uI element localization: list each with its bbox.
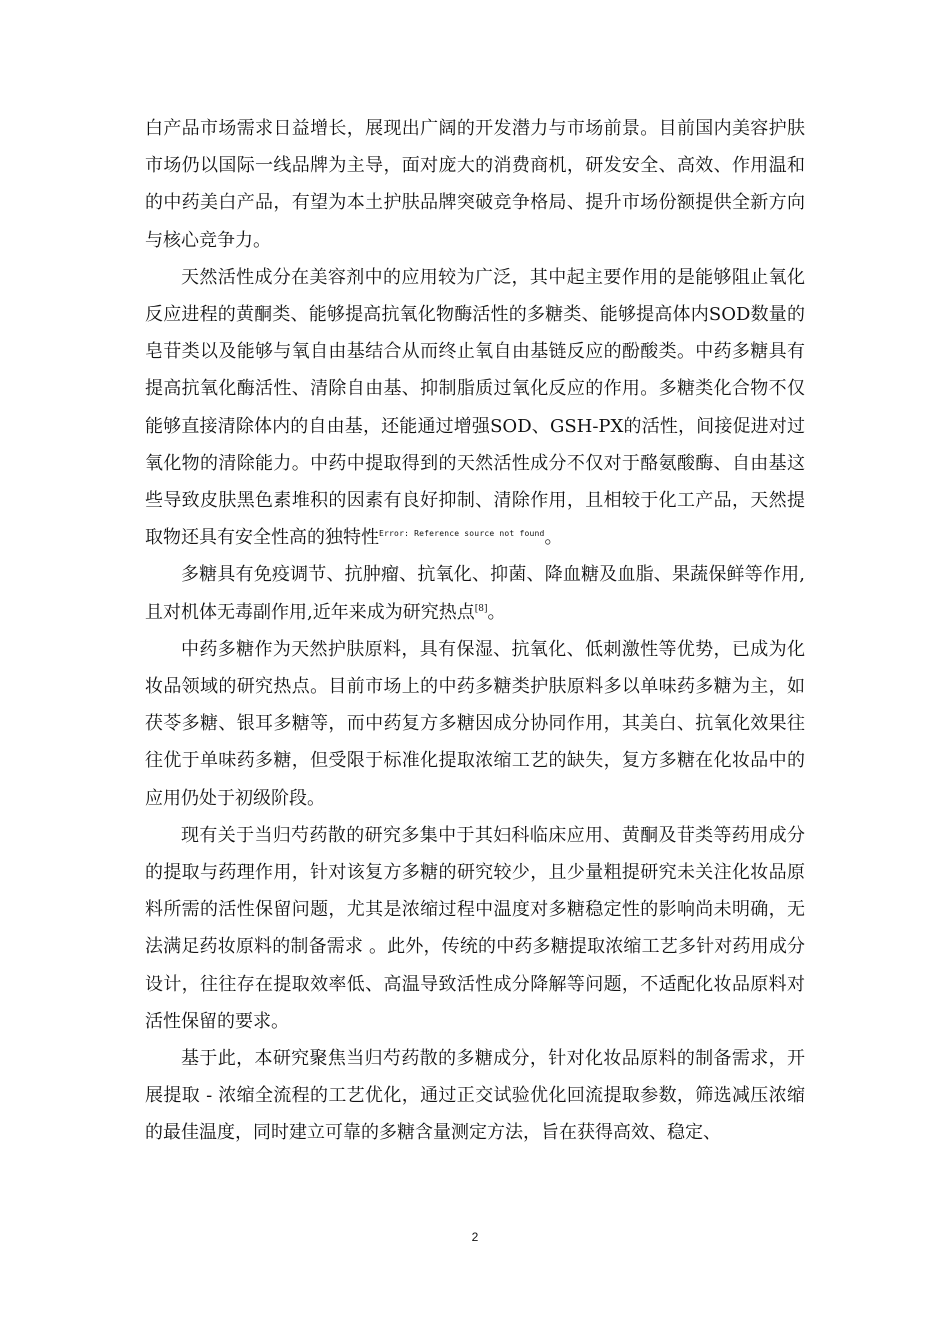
paragraph-5-text: 现有关于当归芍药散的研究多集中于其妇科临床应用、黄酮及苷类等药用成分的提取与药理作用，针对该复方多糖的研究较少，且少量粗提研究未关注化妆品原料所需的活性保留问题，尤其是浓缩过程中温度对多糖稳定性的影响尚未明确，无法满足药妆原料的制备需求 。此外，传统的中药多糖提取浓缩工艺多针对药用成分设计，往往存在提取效率低、高温导致活性成分降解等问题，不适配化妆品原料对活性保留的要求。 [145,824,805,1032]
citation-marker: [8] [474,603,488,614]
paragraph-5 [145,817,805,1040]
reference-error-marker: Error: Reference source not found [379,529,545,539]
paragraph-4-text: 中药多糖作为天然护肤原料，具有保湿、抗氧化、低刺激性等优势，已成为化妆品领域的研究热点。目前市场上的中药多糖类护肤原料多以单味药多糖为主，如茯苓多糖、银耳多糖等，而中药复方多糖因成分协同作用，其美白、抗氧化效果往往优于单味药多糖，但受限于标准化提取浓缩工艺的缺失，复方多糖在化妆品中的应用仍处于初级阶段。 [145,638,805,809]
paragraph-3 [145,556,805,630]
paragraph-2-text: 天然活性成分在美容剂中的应用较为广泛，其中起主要作用的是能够阻止氧化反应进程的黄酮类、能够提高抗氧化物酶活性的多糖类、能够提高体内SOD数量的皂苷类以及能够与氧自由基结合从而终止氧自由基链反应的酚酸类。中药多糖具有提高抗氧化酶活性、清除自由基、抑制脂质过氧化反应的作用。多糖类化合物不仅能够直接清除体内的自由基，还能通过增强SOD、GSH-PX的活性，间接促进对过氧化物的清除能力。中药中提取得到的天然活性成分不仅对于酪氨酸酶、自由基这些导致皮肤黑色素堆积的因素有良好抑制、清除作用，且相较于化工产品，天然提取物还具有安全性高的独特性 [145,266,805,549]
paragraph-6-text: 基于此，本研究聚焦当归芍药散的多糖成分，针对化妆品原料的制备需求，开展提取 - 浓缩全流程的工艺优化，通过正交试验优化回流提取参数，筛选减压浓缩的最佳温度，同时建立可靠的多糖含量测定方法，旨在获得高效、稳定、 [145,1048,805,1144]
paragraph-4 [145,631,805,817]
paragraph-1-text: 白产品市场需求日益增长，展现出广阔的开发潜力与市场前景。目前国内美容护肤市场仍以国际一线品牌为主导，面对庞大的消费商机，研发安全、高效、作用温和的中药美白产品，有望为本土护肤品牌突破竞争格局、提升市场份额提供全新方向与核心竞争力。 [145,118,805,251]
paragraph-1 [145,110,805,259]
body-text [145,110,805,1152]
paragraph-2 [145,259,805,557]
page-number: 2 [471,1230,479,1244]
paragraph-3-tail: 。 [487,601,506,623]
paragraph-2-tail: 。 [544,527,563,549]
paragraph-3-text: 多糖具有免疫调节、抗肿瘤、抗氧化、抑菌、降血糖及血脂、果蔬保鲜等作用,且对机体无毒副作用,近年来成为研究热点 [145,564,805,623]
paragraph-6 [145,1040,805,1152]
